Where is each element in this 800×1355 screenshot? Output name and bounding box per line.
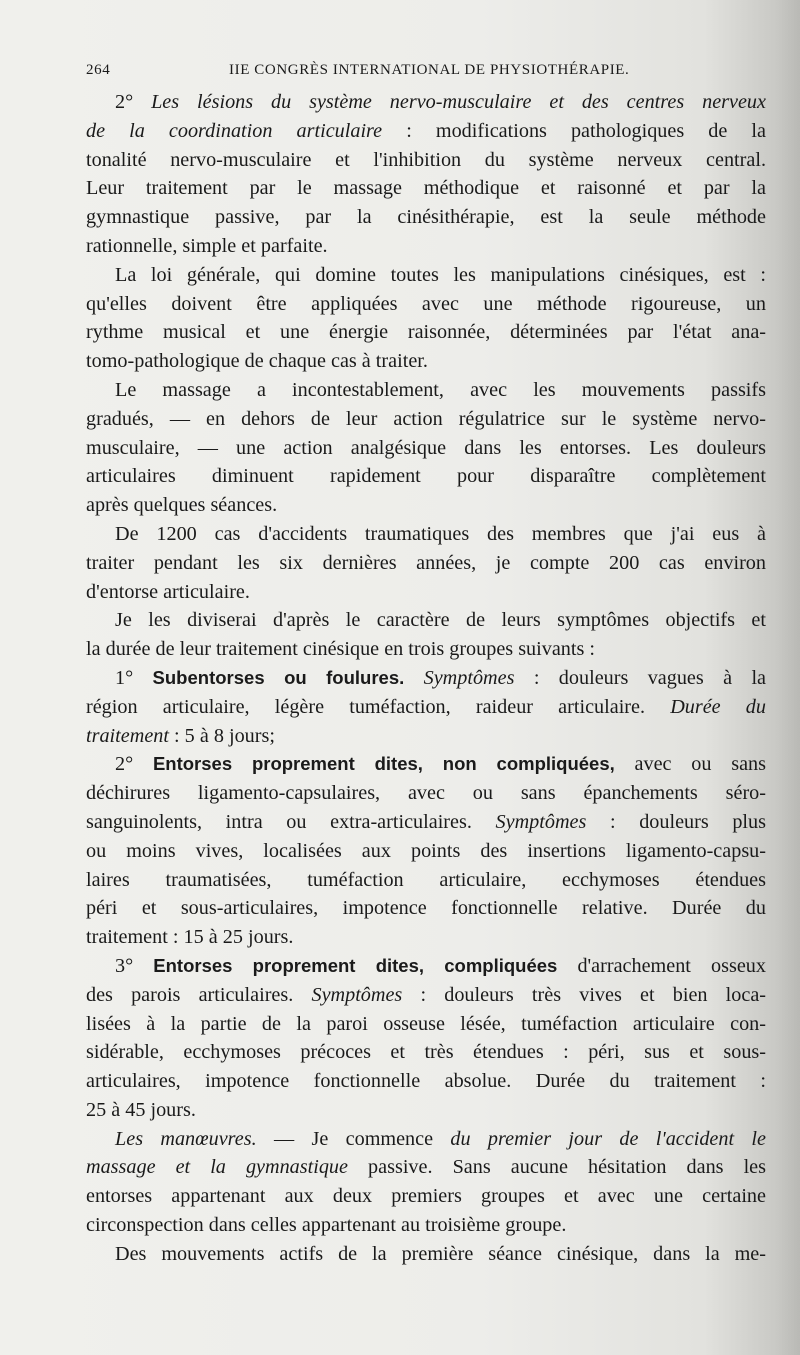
text-line: 2° Entorses proprement dites, non compliquées, avec ou sans	[115, 753, 767, 776]
text-line: entorses appartenant aux deux premiers groupes et avec une certaine	[86, 1185, 766, 1208]
text-line: De 1200 cas d'accidents traumatiques des membres que j'ai eus à	[115, 522, 766, 545]
text-line: gradués, — en dehors de leur action régulatrice sur le système nervo-	[86, 407, 766, 430]
text-line: massage et la gymnastique passive. Sans aucune hésitation dans les	[86, 1156, 766, 1179]
text-line: gymnastique passive, par la cinésithérapie, est la seule méthode	[86, 206, 766, 229]
text-line: Je les diviserai d'après le caractère de leurs symptômes objectifs et	[115, 609, 766, 632]
text-line: La loi générale, qui domine toutes les manipulations cinésiques, est :	[115, 263, 766, 286]
text-line: 2° Les lésions du système nervo-musculaire et des centres nerveux	[115, 91, 766, 113]
running-title: IIE CONGRÈS INTERNATIONAL DE PHYSIOTHÉRAPIE.	[229, 62, 630, 78]
text-line: rationnelle, simple et parfaite.	[86, 234, 328, 257]
text-line: qu'elles doivent être appliquées avec une méthode rigoureuse, un	[86, 292, 766, 315]
document-page	[86, 58, 766, 1269]
text-line: sanguinolents, intra ou extra-articulaires. Symptômes : douleurs plus	[86, 810, 766, 833]
text-line: ou moins vives, localisées aux points des insertions ligamento-capsu-	[86, 839, 766, 862]
body-text	[86, 88, 766, 1269]
text-line: 1° Subentorses ou foulures. Symptômes : douleurs vagues à la	[115, 666, 767, 689]
text-line: sidérable, ecchymoses précoces et très étendues : péri, sus et sous-	[86, 1041, 766, 1064]
text-line: région articulaire, légère tuméfaction, raideur articulaire. Durée du	[86, 695, 766, 718]
text-line: traitement : 15 à 25 jours.	[86, 926, 294, 949]
text-line: Les manœuvres. — Je commence du premier jour de l'accident le	[115, 1127, 766, 1150]
text-line: Leur traitement par le massage méthodique et raisonné et par la	[86, 177, 766, 200]
text-line: traiter pendant les six dernières années, je compte 200 cas environ	[86, 551, 766, 574]
text-line: Des mouvements actifs de la première séance cinésique, dans la me-	[115, 1242, 766, 1265]
text-line: péri et sous-articulaires, impotence fonctionnelle relative. Durée du	[86, 897, 766, 920]
text-line: articulaires diminuent rapidement pour disparaître complètement	[86, 465, 766, 488]
page-number: 264	[86, 62, 111, 78]
text-line: 3° Entorses proprement dites, compliquées d'arrachement osseux	[115, 954, 766, 977]
text-line: traitement : 5 à 8 jours;	[86, 724, 275, 747]
text-line: après quelques séances.	[86, 494, 278, 517]
text-line: laires traumatisées, tuméfaction articulaire, ecchymoses étendues	[86, 868, 766, 891]
text-line: musculaire, — une action analgésique dans les entorses. Les douleurs	[86, 436, 766, 459]
text-line: tomo-pathologique de chaque cas à traiter.	[86, 350, 428, 373]
text-line: d'entorse articulaire.	[86, 580, 250, 603]
text-line: tonalité nervo-musculaire et l'inhibition du système nerveux central.	[86, 148, 766, 171]
text-line: déchirures ligamento-capsulaires, avec ou sans épanchements séro-	[86, 782, 766, 805]
text-line: circonspection dans celles appartenant au troisième groupe.	[86, 1214, 567, 1237]
text-line: articulaires, impotence fonctionnelle absolue. Durée du traitement :	[86, 1070, 766, 1093]
text-line: lisées à la partie de la paroi osseuse lésée, tuméfaction articulaire con-	[86, 1012, 766, 1035]
text-line: 25 à 45 jours.	[86, 1098, 196, 1121]
text-line: de la coordination articulaire : modifications pathologiques de la	[86, 119, 766, 142]
text-line: Le massage a incontestablement, avec les mouvements passifs	[115, 378, 766, 401]
text-line: la durée de leur traitement cinésique en trois groupes suivants :	[86, 638, 596, 661]
running-header	[86, 58, 766, 88]
text-line: rythme musical et une énergie raisonnée, déterminées par l'état ana-	[86, 321, 766, 344]
text-line: des parois articulaires. Symptômes : douleurs très vives et bien loca-	[86, 983, 767, 1006]
